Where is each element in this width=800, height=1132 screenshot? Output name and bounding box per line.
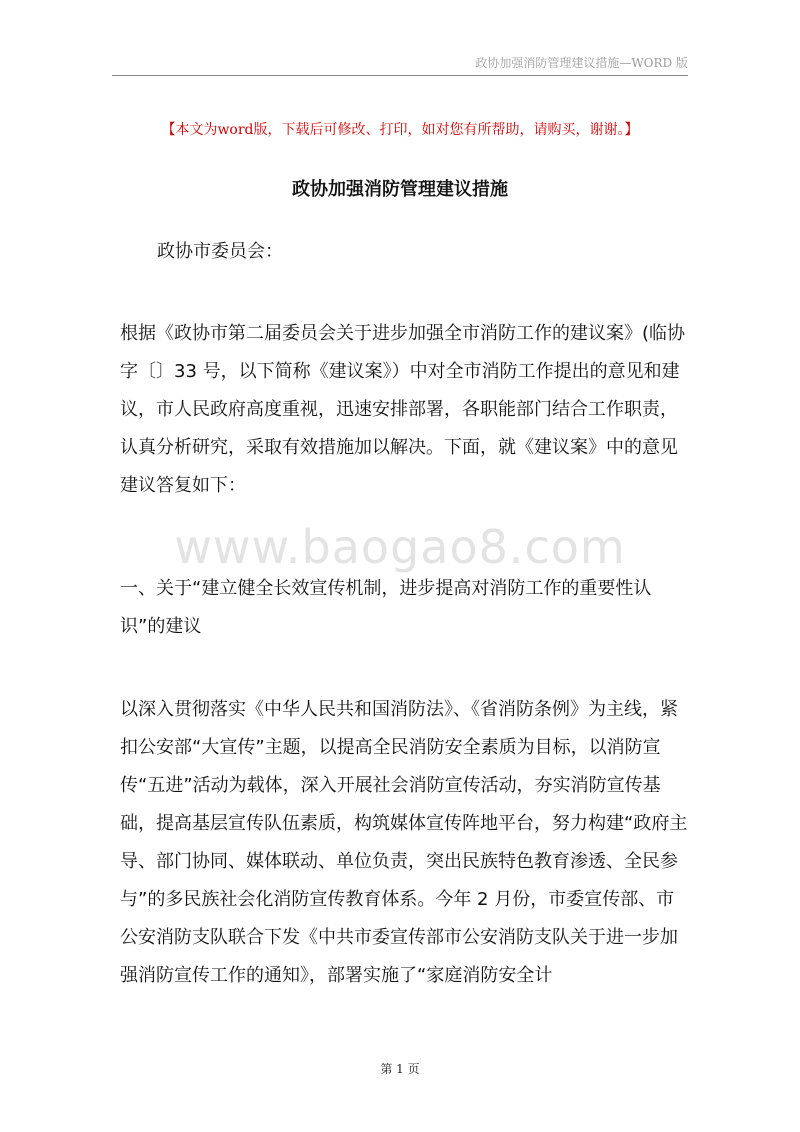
section-heading: 一、关于“建立健全长效宣传机制，进步提高对消防工作的重要性认识”的建议 [120,578,652,637]
paragraph-intro: 根据《政协市第二届委员会关于进步加强全市消防工作的建议案》(临协字〔〕33 号，以下简称《建议案》）中对全市消防工作提出的意见和建议，市人民政府高度重视，迅速安排部署，各职能部门结合工作职责，认真分析研究，采取有效措施加以解决。下面，就《建议案》中的意见建议答复如下： [120,323,686,496]
salutation: 政协市委员会： [157,241,283,262]
running-header: 政协加强消防管理建议措施—WORD 版 [475,56,688,70]
header-rule [112,75,688,76]
document-title: 政协加强消防管理建议措施 [292,179,508,200]
paragraph-body: 以深入贯彻落实《中华人民共和国消防法》、《省消防条例》为主线，紧扣公安部“大宣传”主题，以提高全民消防安全素质为目标，以消防宣传“五进”活动为载体，深入开展社会消防宣传活动，夯实消防宣传基础，提高基层宣传队伍素质，构筑媒体宣传阵地平台，努力构建“政府主导、部门协同、媒体联动、单位负责，突出民族特色教育渗透、全民参与”的多民族社会化消防宣传教育体系。今年 2 月份，市委宣传部、市公安消防支队联合下发《中共市委宣传部市公安消防支队关于进一步加强消防宣传工作的通知》，部署实施了“家庭消防安全计 [120,699,688,986]
page-number: 第 1 页 [380,1062,420,1076]
watermark: www.baogao8.com [174,520,626,574]
purchase-notice: 【本文为word版，下载后可修改、打印，如对您有所帮助，请购买，谢谢。】 [161,122,639,138]
